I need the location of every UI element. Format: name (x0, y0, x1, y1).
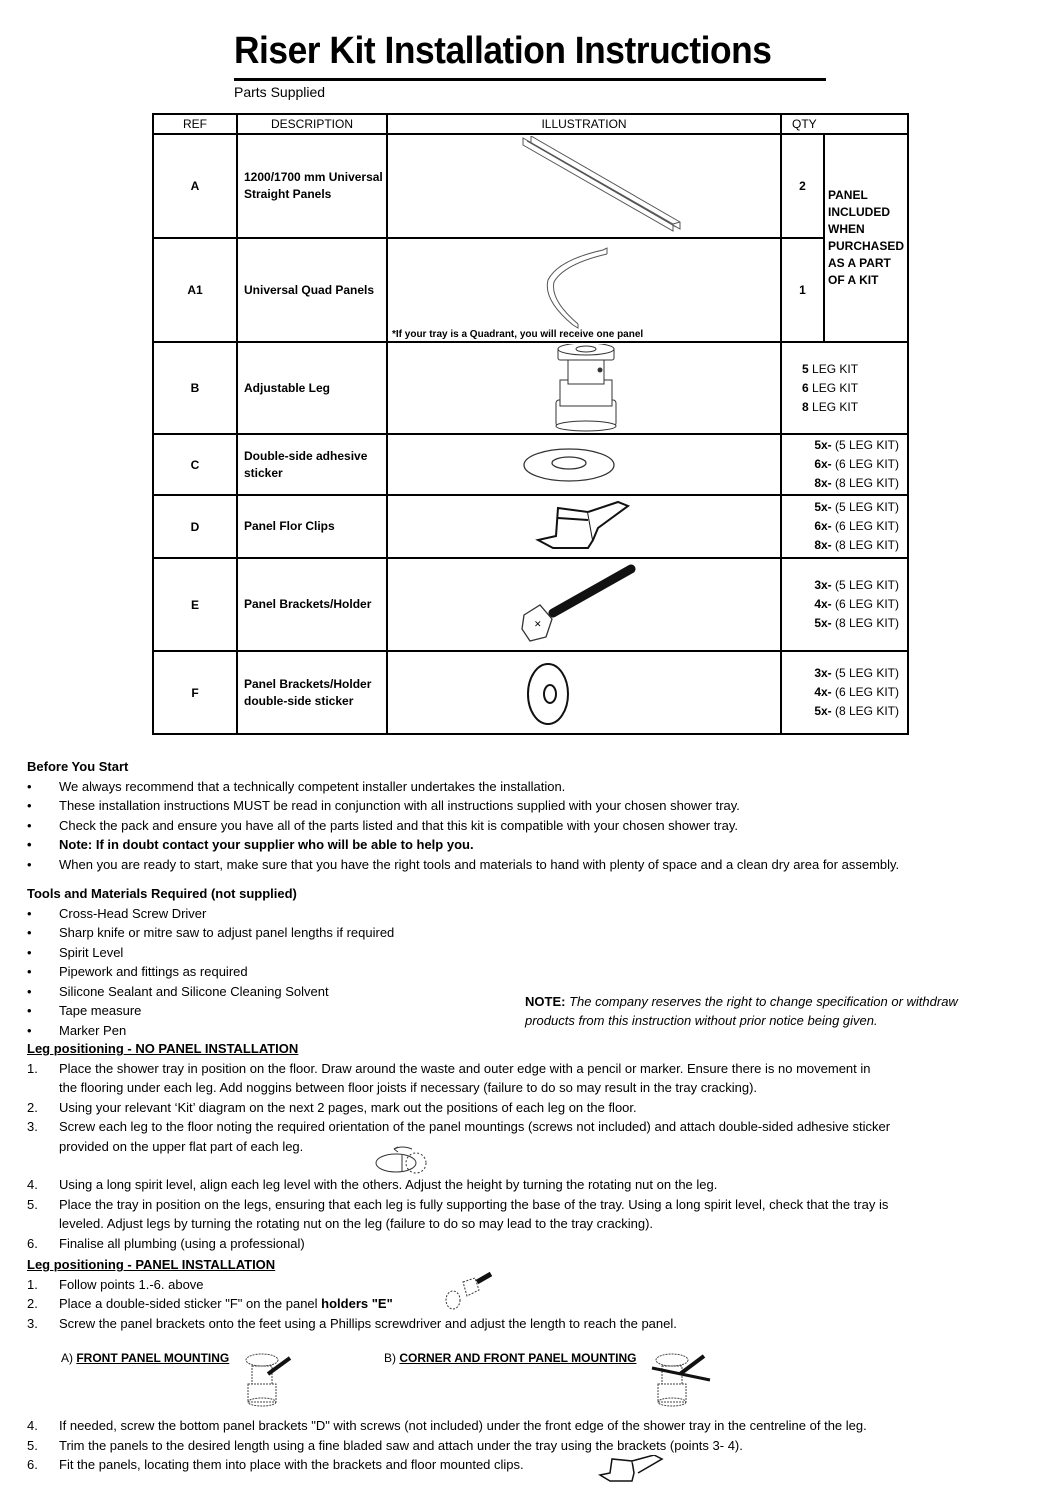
description-cell: 1200/1700 mm Universal Straight Panels (237, 134, 387, 238)
step-item: 1. Follow points 1.-6. above (27, 1276, 204, 1292)
description-cell: Panel Flor Clips (237, 495, 387, 558)
table-header-row (153, 114, 908, 134)
panel-included-note: PANEL INCLUDED WHEN PURCHASED AS A PART OF A KIT (824, 134, 908, 342)
floor-clip-small-icon (598, 1455, 670, 1485)
step-item: 3. Screw each leg to the floor noting the required orientation of the panel mountings (screws not included) and attach double-sided adhesive sticker provided on the upper flat part of each leg. (27, 1117, 890, 1175)
illustration-cell (387, 495, 781, 558)
parts-table (152, 113, 909, 735)
qty-line: 6 LEG KIT (802, 380, 859, 395)
ref-cell: A1 (153, 238, 237, 342)
front-mount-leg-icon (238, 1352, 298, 1408)
header-ref: REF (153, 114, 237, 134)
ref-cell: C (153, 434, 237, 495)
qty-line: 6x- (6 LEG KIT) (814, 519, 900, 533)
qty-line: 5x- (8 LEG KIT) (814, 616, 900, 630)
description-cell: Panel Brackets/Holder double-side sticker (237, 651, 387, 734)
qty-cell (781, 651, 908, 734)
qty-cell (781, 495, 908, 558)
illustration-cell (387, 342, 781, 434)
step-item: 2. Using your relevant ‘Kit’ diagram on the next 2 pages, mark out the positions of each leg on the floor. (27, 1099, 637, 1115)
quad-panel-icon (388, 240, 782, 340)
parts-supplied-heading: Parts Supplied (234, 84, 326, 100)
description-cell: Adjustable Leg (237, 342, 387, 434)
svg-text:✕: ✕ (534, 619, 542, 630)
ref-cell: F (153, 651, 237, 734)
table-row (153, 238, 908, 342)
step-item: 3. Screw the panel brackets onto the feet using a Phillips screwdriver and adjust the length to reach the panel. (27, 1315, 677, 1331)
panel-bracket-screw-icon (388, 561, 782, 649)
illustration-cell (387, 651, 781, 734)
qty-line: 4x- (6 LEG KIT) (814, 685, 900, 699)
list-item: • Pipework and fittings as required (27, 964, 248, 979)
step-item: 2. Place a double-sided sticker "F" on the panel holders "E" (27, 1294, 677, 1314)
panel-section (27, 1255, 677, 1333)
header-qty: QTY (781, 114, 908, 134)
qty-line: 4x- (6 LEG KIT) (814, 597, 900, 611)
qty-cell (781, 434, 908, 495)
front-panel-mounting: A) FRONT PANEL MOUNTING (61, 1351, 230, 1365)
illustration-cell (387, 238, 781, 342)
list-item: • Tape measure (27, 1003, 142, 1018)
leg-orientation-icon (372, 1143, 430, 1175)
qty-cell (781, 342, 908, 434)
step-item: 6. Finalise all plumbing (using a professional) (27, 1235, 305, 1251)
adhesive-ring-icon (388, 437, 782, 493)
table-row (153, 134, 908, 238)
list-item: • Silicone Sealant and Silicone Cleaning Solvent (27, 983, 329, 999)
corner-front-panel-mounting: B) CORNER AND FRONT PANEL MOUNTING (384, 1351, 637, 1365)
no-panel-section (27, 1039, 890, 1253)
illustration-cell (387, 434, 781, 495)
list-item-note: • Note: If in doubt contact your supplier who will be able to help you. (27, 837, 474, 852)
qty-line: 8x- (8 LEG KIT) (814, 538, 900, 552)
step-item: 5. Place the tray in position on the legs, ensuring that each leg is fully supporting the base of the tray. Using a long spirit level, check that the tray is leveled. Adjust legs by turning the rotating nut on the leg (failure to do so may lead to the tray cracking). (27, 1196, 889, 1231)
qty-line: 8x- (8 LEG KIT) (814, 476, 900, 490)
step-item: 6. Fit the panels, locating them into place with the brackets and floor mounted clips. (27, 1457, 524, 1472)
qty-line: 5 LEG KIT (802, 361, 859, 376)
tools-section (27, 884, 394, 1040)
straight-panel-icon (388, 136, 782, 236)
quadrant-note: *If your tray is a Quadrant, you will receive one panel (392, 329, 644, 340)
ref-cell: A (153, 134, 237, 238)
table-row (153, 651, 908, 734)
list-item: • We always recommend that a technically competent installer undertakes the installation. (27, 778, 566, 794)
qty-cell: 2 (781, 134, 824, 238)
list-item: • Check the pack and ensure you have all of the parts listed and that this kit is compatible with your chosen shower tray. (27, 817, 739, 833)
qty-line: 8 LEG KIT (802, 399, 859, 414)
list-item: • Marker Pen (27, 1022, 127, 1038)
ref-cell: B (153, 342, 237, 434)
table-row (153, 558, 908, 651)
qty-cell (781, 558, 908, 651)
table-row (153, 495, 908, 558)
list-item: • When you are ready to start, make sure that you have the right tools and materials to hand with plenty of space and a clean dry area for assembly. (27, 856, 900, 872)
list-item: • These installation instructions MUST be read in conjunction with all instructions supplied with your chosen shower tray. (27, 798, 740, 813)
illustration-cell (387, 558, 781, 651)
header-illustration: ILLUSTRATION (387, 114, 781, 134)
no-panel-heading: Leg positioning - NO PANEL INSTALLATION (27, 1041, 299, 1056)
step-item: 4. If needed, screw the bottom panel brackets "D" with screws (not included) under the front edge of the shower tray in the centreline of the leg. (27, 1418, 867, 1433)
qty-line: 5x- (5 LEG KIT) (814, 500, 900, 514)
panel-heading: Leg positioning - PANEL INSTALLATION (27, 1257, 276, 1272)
ref-cell: D (153, 495, 237, 558)
description-cell: Panel Brackets/Holder (237, 558, 387, 651)
step-item: 5. Trim the panels to the desired length using a fine bladed saw and attach under the tray using the brackets (points 3- 4). (27, 1437, 743, 1453)
page-title: Riser Kit Installation Instructions (234, 30, 772, 72)
before-you-start-section (27, 757, 899, 874)
description-cell: Double-side adhesive sticker (237, 434, 387, 495)
list-item: • Sharp knife or mitre saw to adjust panel lengths if required (27, 925, 395, 940)
list-item: • Cross-Head Screw Driver (27, 905, 207, 921)
adjustable-leg-icon (388, 344, 782, 432)
corner-mount-leg-icon (646, 1352, 714, 1408)
title-underline (234, 78, 826, 81)
qty-line: 5x- (5 LEG KIT) (814, 438, 900, 452)
tools-heading: Tools and Materials Required (not supplied) (27, 886, 297, 901)
qty-cell: 1 (781, 238, 824, 342)
table-row (153, 434, 908, 495)
illustration-cell (387, 134, 781, 238)
before-you-start-heading: Before You Start (27, 759, 129, 774)
qty-line: 6x- (6 LEG KIT) (814, 457, 900, 471)
sticker-holder-icon (441, 1272, 497, 1312)
qty-line: 3x- (5 LEG KIT) (814, 578, 900, 592)
small-sticker-icon (388, 654, 782, 732)
qty-line: 5x- (8 LEG KIT) (814, 704, 900, 718)
description-cell: Universal Quad Panels (237, 238, 387, 342)
floor-clip-icon (388, 498, 782, 556)
disclaimer-note: NOTE: The company reserves the right to change specification or withdraw products from this instruction without prior notice being given. (525, 994, 958, 1028)
table-row (153, 342, 908, 434)
step-item: 4. Using a long spirit level, align each leg level with the others. Adjust the height by turning the rotating nut on the leg. (27, 1177, 718, 1192)
panel-steps-continued (27, 1416, 867, 1475)
qty-line: 3x- (5 LEG KIT) (814, 666, 900, 680)
list-item: • Spirit Level (27, 944, 124, 960)
header-description: DESCRIPTION (237, 114, 387, 134)
step-item: 1. Place the shower tray in position on the floor. Draw around the waste and outer edge with a pencil or marker. Ensure there is no movement in the flooring under each leg. Add noggins between floor joists if necessary (failure to do so may result in the tray cracking). (27, 1060, 871, 1095)
ref-cell: E (153, 558, 237, 651)
